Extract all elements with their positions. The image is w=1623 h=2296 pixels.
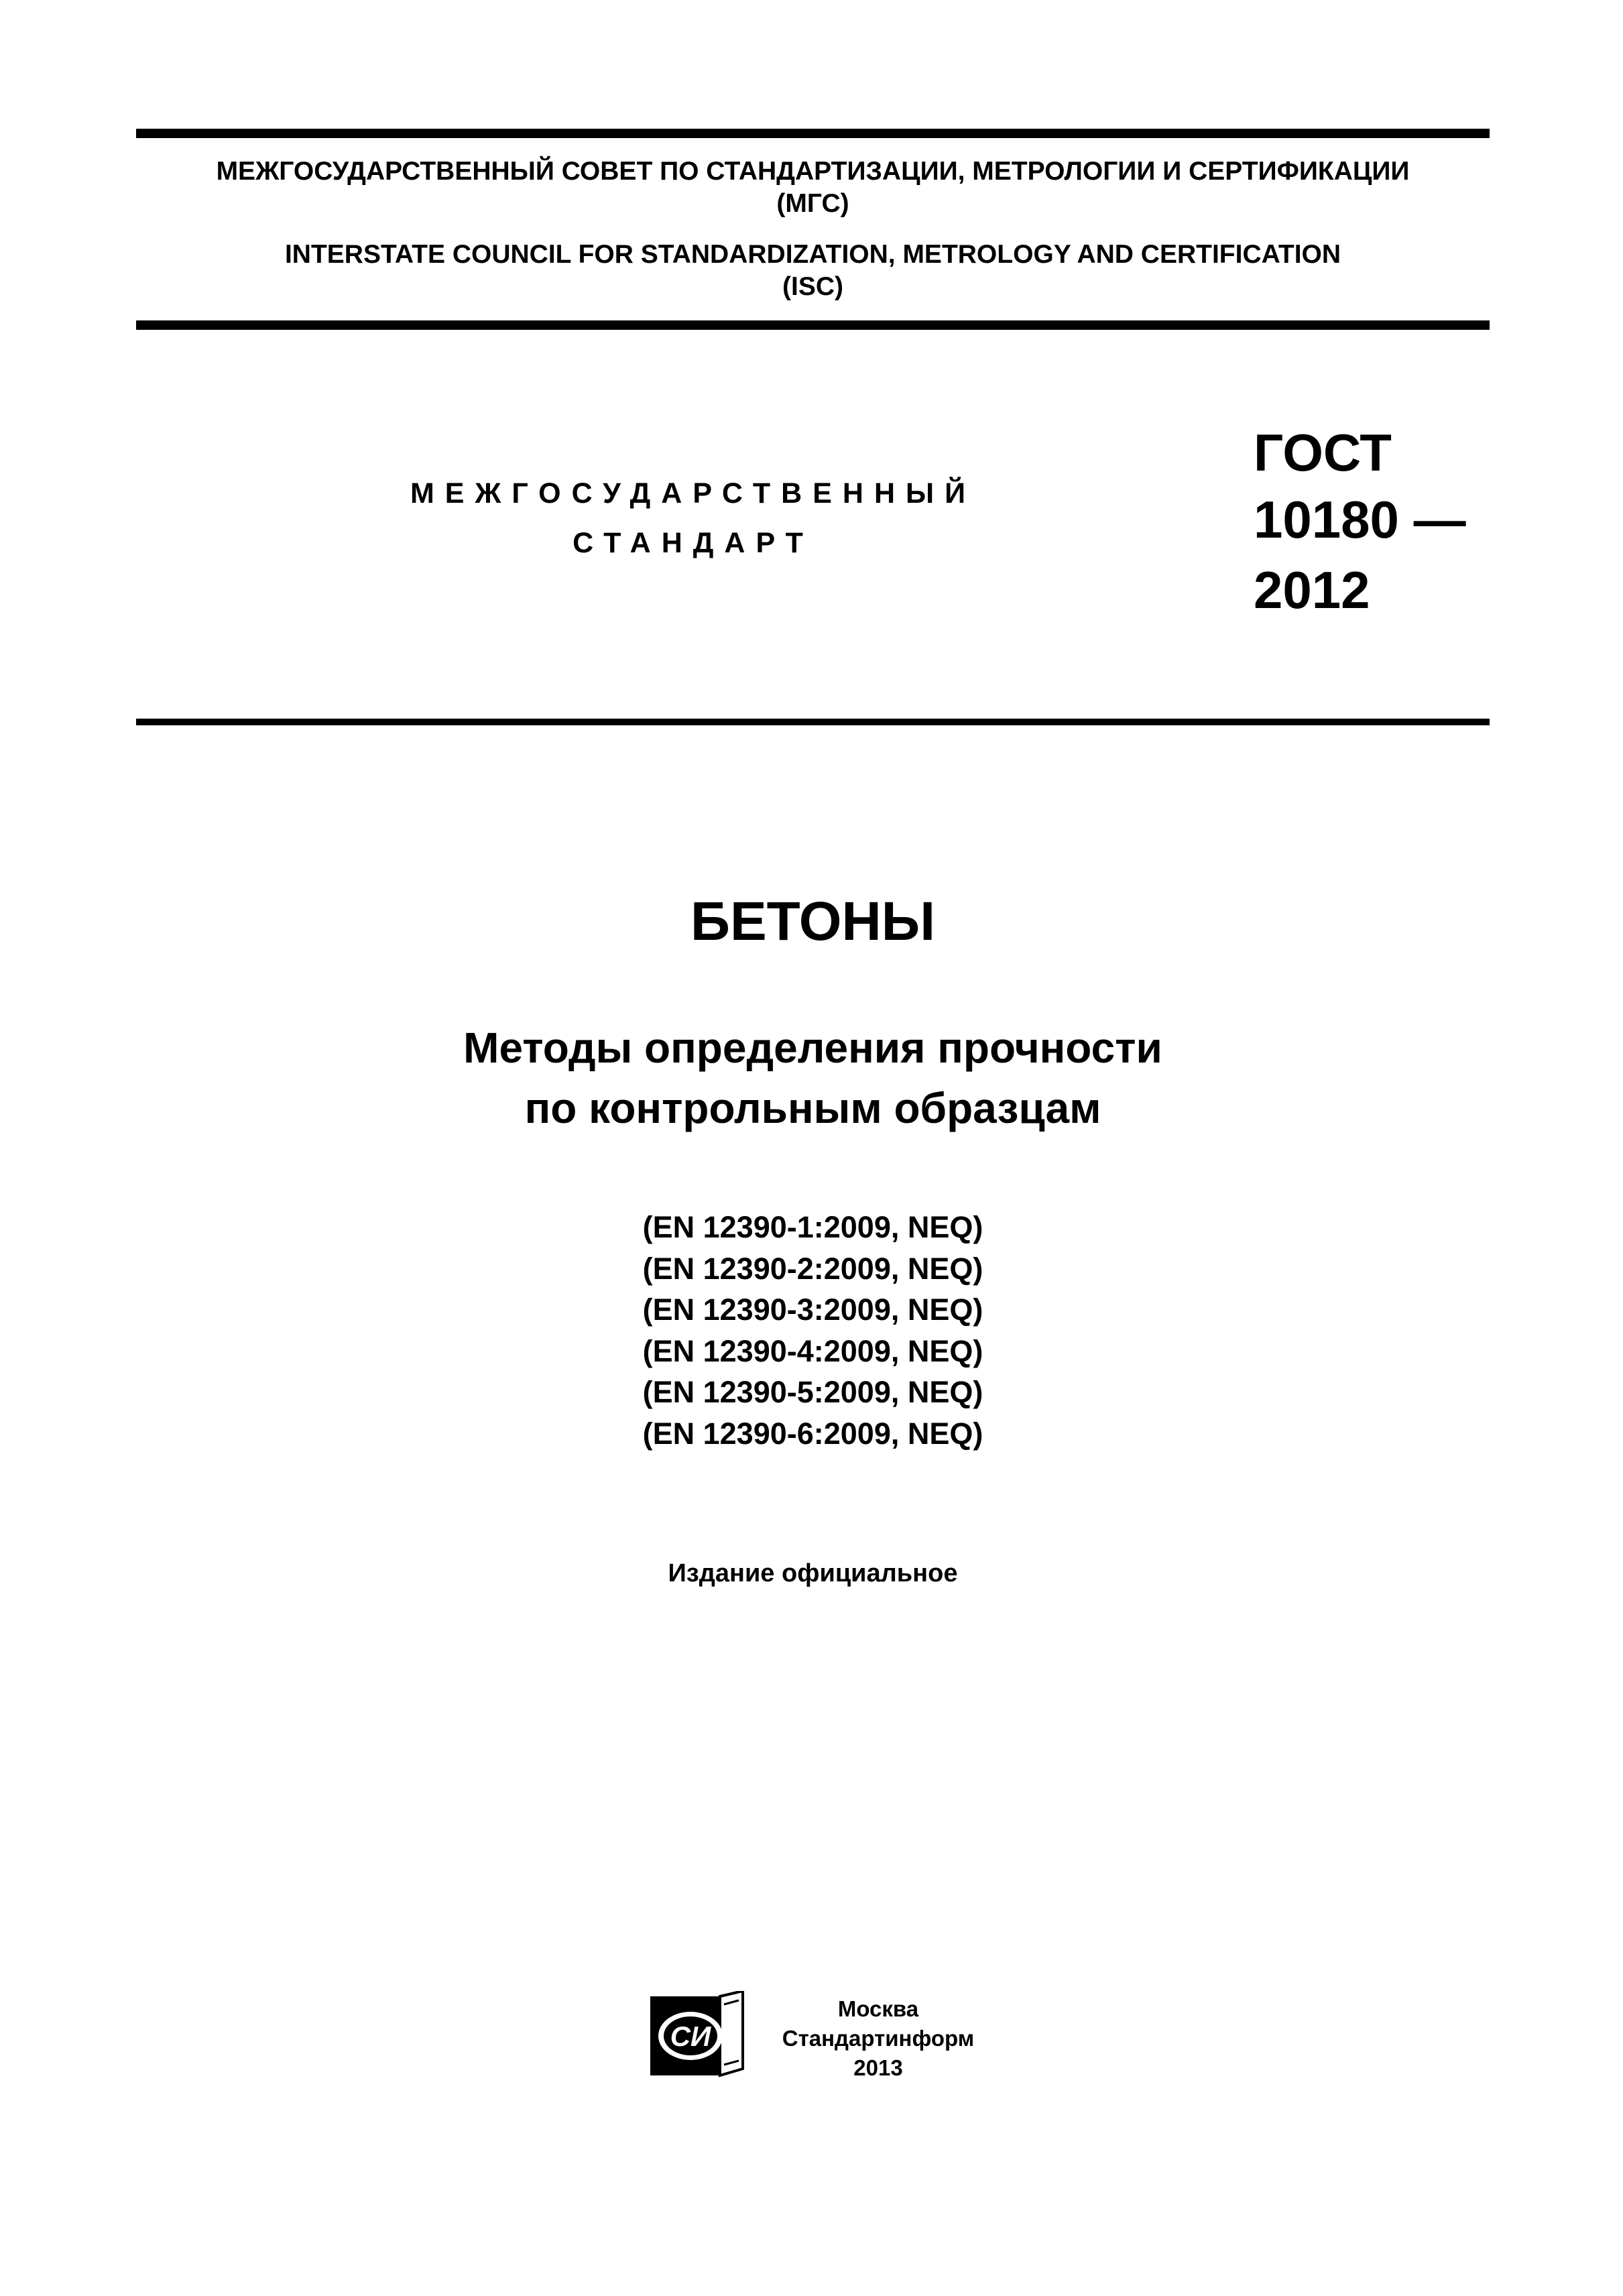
gost-designation-line2: 10180 —	[1254, 490, 1466, 549]
document-subtitle-line1: Методы определения прочности	[463, 1024, 1162, 1072]
top-rule	[136, 129, 1490, 138]
gost-designation-line1: ГОСТ	[1254, 423, 1392, 482]
reference-item: (EN 12390-4:2009, NEQ)	[642, 1333, 983, 1368]
reference-item: (EN 12390-5:2009, NEQ)	[642, 1375, 983, 1409]
logo-text: СИ	[670, 2020, 711, 2052]
edition-note: Издание официальное	[668, 1559, 958, 1587]
publisher-name: Стандартинформ	[782, 2026, 975, 2051]
document-title: БЕТОНЫ	[690, 891, 935, 952]
reference-item: (EN 12390-1:2009, NEQ)	[642, 1210, 983, 1244]
council-en-line2: (ISC)	[782, 272, 843, 301]
reference-item: (EN 12390-2:2009, NEQ)	[642, 1251, 983, 1286]
standard-references	[136, 1207, 1490, 1454]
council-ru-line2: (МГС)	[776, 189, 849, 218]
designation-bottom-rule	[136, 719, 1490, 725]
reference-item: (EN 12390-3:2009, NEQ)	[642, 1292, 983, 1327]
header-bottom-rule	[136, 320, 1490, 330]
council-name-en	[136, 239, 1490, 303]
document-subtitle-line2: по контрольным образцам	[524, 1084, 1101, 1132]
council-name-ru	[136, 156, 1490, 220]
publisher-year: 2013	[853, 2055, 903, 2080]
council-en-line1: INTERSTATE COUNCIL FOR STANDARDIZATION, METROLOGY AND CERTIFICATION	[284, 240, 1341, 269]
gost-designation-line3: 2012	[1254, 560, 1370, 619]
standartinform-logo-icon	[649, 1991, 744, 2081]
reference-item: (EN 12390-6:2009, NEQ)	[642, 1416, 983, 1451]
standard-type-line1: МЕЖГОСУДАРСТВЕННЫЙ	[410, 477, 977, 509]
publisher-city: Москва	[837, 1996, 919, 2021]
standard-type-line2: СТАНДАРТ	[573, 527, 814, 559]
council-ru-line1: МЕЖГОСУДАРСТВЕННЫЙ СОВЕТ ПО СТАНДАРТИЗАЦИИ, МЕТРОЛОГИИ И СЕРТИФИКАЦИИ	[216, 157, 1410, 186]
